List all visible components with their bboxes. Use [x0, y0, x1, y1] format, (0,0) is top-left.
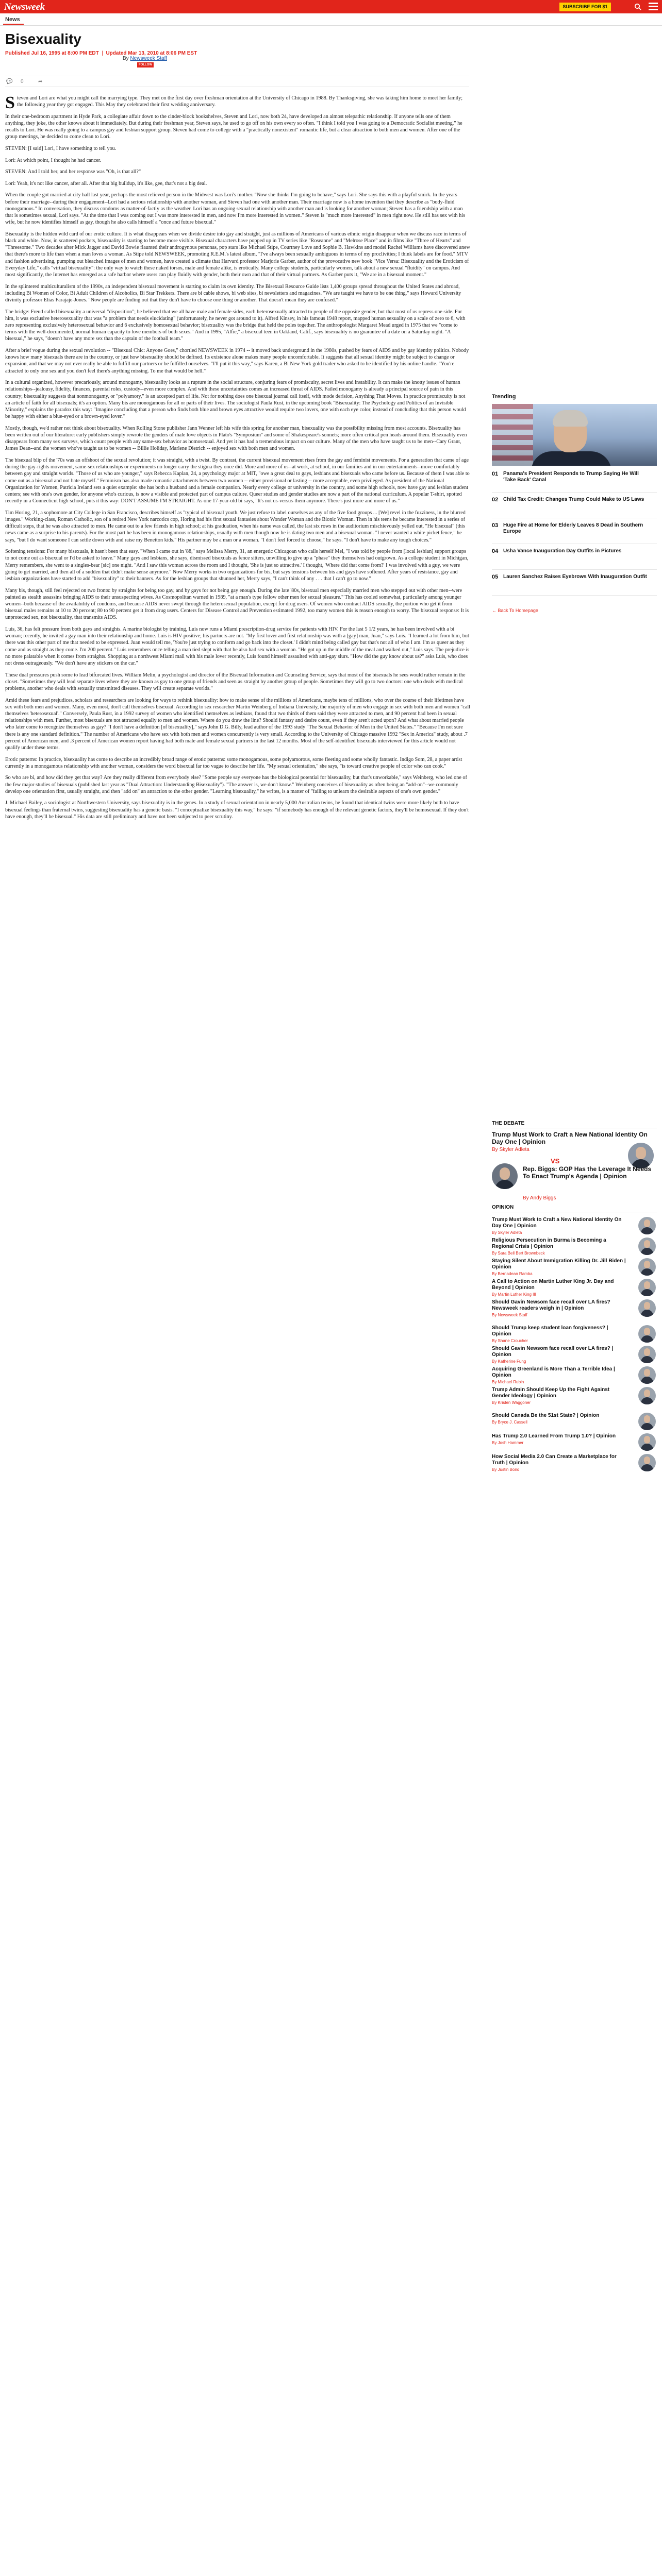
- opinion-author[interactable]: By Skyler Adleta: [492, 1230, 522, 1235]
- article-paragraph: These dual pressures push some to lead bifurcated lives. William Melin, a psychologist and director of the Bisexual Information and Counseling Service, says that most of the bisexuals he sees would rather remain in the closet. "Sometimes they will lead separate lives where they are known as gay to one group of friends and seen as straight by another group of people. Sometimes they will go to two doctors: one who deals with medical problems, another who deals with sexually transmitted diseases. They will create separate worlds.": [5, 672, 466, 692]
- article-paragraph: Luis, 36, has felt pressure from both gays and straights. A marine biologist by training, Luis now runs a Miami prescription-drug service for patients with HIV. For the last 5 1/2 years, he has been involved with a bi woman; recently, he invited a gay man into their relationship and home. Luis is HIV-positive; his partners are not. "My first lover and first relationship was with a [gay] man, Juan," says Luis. "I learned a lot from him, but there was this other part of me that needed to be expressed. Juan would tell me, 'You're just trying to conform and go back into the closet.' I didn't mind being called gay but that's not all of who I am. I'm as queer as they come and as straight as they come. I'm 200 percent." Luis remembers once telling a man tied slept with that he also had sex with a woman. "He got up in the middle of the meal and walked out," Luis says. The prejudice is no more palatable when it comes from straights. Shopping at a northwest Miami mall with his male lover recently, Luis found himself assaulted with anti-gay slurs. "How did the guy know about us?" asks Luis, who does not dress outrageously. "We don't have any stickers on the car.": [5, 626, 470, 667]
- opinion-author[interactable]: By Bernadean Ramba: [492, 1272, 533, 1276]
- avatar: [638, 1366, 656, 1384]
- byline-prefix: By: [123, 56, 129, 61]
- opinion-item[interactable]: [492, 1387, 626, 1405]
- opinion-headline[interactable]: Has Trump 2.0 Learned From Trump 1.0? | Opinion: [492, 1433, 616, 1439]
- article-paragraph: STEVEN: And I told her, and her response was "Oh, is that all?": [5, 169, 141, 175]
- opinion-headline[interactable]: Trump Admin Should Keep Up the Fight Against Gender Ideology | Opinion: [492, 1387, 610, 1399]
- section-nav: [0, 13, 662, 26]
- opinion-item[interactable]: [492, 1217, 626, 1235]
- trending-heading: Trending: [492, 394, 516, 400]
- opinion-item[interactable]: [492, 1413, 626, 1425]
- article-paragraph: In their one-bedroom apartment in Hyde Park, a collegiate affair down to the cinder-block bookshelves, Steven and Lori, now both 24, have developed an almost telepathic relationship. If anyone tells one of them anything, they joke, the other knows about it immediately. But during their freshman year, Steven says, he used to go off on his own every so often. "I think I told you I was going to a Democratic Socialist meeting," he recalls to Lori. He was really going to a campus gay and lesbian support group. Steven had come to college with a "practically nonexistent" romantic life, but a clear attraction to both men and women. After one of the group meetings, he decided to come clean to Lori.: [5, 113, 462, 140]
- opinion-headline[interactable]: Staying Silent About Immigration Killing Dr. Jill Biden | Opinion: [492, 1258, 626, 1270]
- article-paragraph: Mostly, though, we'd rather not think about bisexuality. When Rolling Stone publisher Jann Wenner left his wife this spring for another man, bisexuality was the possibility missing from most accounts. Bisexuality has been written out of our literature: early publishers simply rewrote the genders of male love objects in Plato's "Symposium" and some of Shakespeare's sonnets; more often critical pen heads around them. Bisexuality even disappears from many sex surveys, which count people with any same-sex behavior as homosexual. And yet it has had a tremendous impact on our culture. Many of the men who have taught us to be men--Cary Grant, James Dean--and the women who've taught us to be women -- Billie Holiday, Marlene Dietrich -- enjoyed sex with both men and women.: [5, 425, 467, 452]
- share-bar: [5, 76, 469, 87]
- share-icon[interactable]: ➦: [38, 79, 43, 84]
- opinion-headline[interactable]: How Social Media 2.0 Can Create a Marketplace for Truth | Opinion: [492, 1454, 617, 1466]
- trending-headline[interactable]: Lauren Sanchez Raises Eyebrows With Inauguration Outfit: [503, 574, 647, 580]
- trending-headline[interactable]: Child Tax Credit: Changes Trump Could Make to US Laws: [503, 497, 644, 502]
- avatar: [638, 1299, 656, 1317]
- opinion-author[interactable]: By Katherine Fung: [492, 1359, 526, 1364]
- opinion-item[interactable]: [492, 1346, 626, 1364]
- avatar: [492, 1163, 518, 1189]
- article-paragraph: After a brief vogue during the sexual revolution -- "Bisexual Chic: Anyone Goes," chortled NEWSWEEK in 1974 -- it moved back underground in the 1980s, pushed by fears of AIDS and by gay identity politics. Nobody knows how many bisexuals there are in the country, or just how bisexuality should be defined. Its existence alone makes many people uncomfortable. It suggests that all sexual identity might be subject to change or expansion, and that we may not ever really be able to fulfill our partners or be fulfilled ourselves. "I'll put it this way," says Karen, a Bi New York gold trader who asked to be identified by his online handle. "You're attracted to only one sex and you don't feel there's anything missing. To me that would be hell.": [5, 348, 469, 374]
- debate-headline-1[interactable]: Trump Must Work to Craft a New National Identity On Day One | Opinion: [492, 1131, 648, 1145]
- article-paragraph: So who are bi, and how did they get that way? Are they really different from everybody else? "Some people say everyone has the biological potential for bisexuality, but that's unworkable," says Weinberg, who led one of the few major studies of bisexuals (published last year as "Dual Attraction: Understanding Bisexuality"). "The answer is, we don't know." Weinberg conceives of bisexuality as often being an "add-on"--we commonly develop one orientation first, usually straight, and then "add on" an attraction to the other gender. "Learning bisexuality," he writes, is a matter of "failing to unlearn the desirable aspects of one's own gender.": [5, 775, 467, 794]
- opinion-headline[interactable]: Should Gavin Newsom face recall over LA fires? | Opinion: [492, 1346, 614, 1358]
- trending-number: 03: [492, 522, 499, 529]
- opinion-headline[interactable]: Should Trump keep student loan forgiveness? | Opinion: [492, 1325, 608, 1337]
- opinion-headline[interactable]: Should Gavin Newsom face recall over LA fires? Newsweek readers weigh in | Opinion: [492, 1299, 610, 1311]
- avatar: [638, 1258, 656, 1276]
- newsweek-logo[interactable]: Newsweek: [4, 2, 45, 12]
- debate-author-2[interactable]: By Andy Biggs: [523, 1195, 556, 1201]
- opinion-headline[interactable]: Should Canada Be the 51st State? | Opinion: [492, 1413, 600, 1418]
- avatar: [638, 1217, 656, 1234]
- trending-item[interactable]: [492, 573, 657, 596]
- search-icon[interactable]: [634, 3, 641, 10]
- article-title: Bisexuality: [5, 31, 81, 47]
- debate-author-1[interactable]: By Skyler Adleta: [492, 1147, 529, 1153]
- avatar: [628, 1143, 654, 1168]
- trending-item[interactable]: [492, 470, 657, 493]
- subscribe-button[interactable]: SUBSCRIBE FOR $1: [559, 3, 611, 11]
- opinion-author[interactable]: By Kristen Waggoner: [492, 1400, 531, 1405]
- comment-icon[interactable]: 💬: [6, 79, 13, 84]
- avatar: [638, 1325, 656, 1343]
- trending-number: 04: [492, 548, 499, 554]
- opinion-headline[interactable]: Acquiring Greenland is More Than a Terrible Idea | Opinion: [492, 1366, 615, 1378]
- follow-button[interactable]: FOLLOW: [137, 62, 154, 67]
- avatar: [638, 1279, 656, 1296]
- article-paragraph: Amid these fears and prejudices, scholars and researchers are looking for ways to rethink bisexuality: how to make sense of the millions of Americans, maybe tens of millions, who over the course of their lifetimes have sex with both men and women. Many, even most, don't call themselves bisexual. According to sex researcher Martin Weinberg of Indiana University, the majority of men who engage in sex with both men and women "call themselves 'heterosexual'." Conversely, Paula Rust, in a 1992 survey of women who identified themselves as lesbians, found that two thirds of them said they were attracted to men, and 90 percent had been in sexual relationships with men. Further, most bisexuals are not attracted equally to men and women. Where do you draw the line? Should fantasy and desire count, even if they aren't acted upon? And what about married people who later come to recognize themselves as gay? "I don't have a definition [of bisexuality]," says John D.G. Billy, lead author of the 1993 study "The Sexual Behavior of Men in the United States." "Because I'm not sure there is any one standard definition." The number of Americans who have sex with both men and women concurrently is very small. According to the University of Chicago massive 1992 "Sex in America" study, about .7 percent of American men, and .3 percent of American women report having had both male and female sexual partners in the last 12 months. Most of the self-identified bisexuals interviewed for this article would not qualify under these terms.: [5, 697, 471, 751]
- trending-headline[interactable]: Usha Vance Inauguration Day Outfits in Pictures: [503, 548, 622, 554]
- nav-news-link[interactable]: News: [5, 16, 20, 23]
- opinion-item[interactable]: [492, 1454, 626, 1472]
- avatar: [638, 1413, 656, 1430]
- trending-number: 05: [492, 574, 499, 580]
- article-body: [5, 95, 470, 825]
- author-link[interactable]: Newsweek Staff: [130, 56, 167, 61]
- opinion-item[interactable]: [492, 1258, 626, 1276]
- opinion-headline[interactable]: Trump Must Work to Craft a New National Identity On Day One | Opinion: [492, 1217, 622, 1229]
- opinion-heading: OPINION: [492, 1205, 514, 1210]
- article-paragraph: Erotic patterns: In practice, bisexuality has come to describe an incredibly broad range of erotic patterns: some monogamous, some polyamorous, some fleeting and some wholly fantastic. Indigo Som, 28, a paper artist currently in a monogamous relationship with another woman, considers the word bisexual far too vague to describe her life. "My sexual orientation," she says, "is toward creative people of color who can cook.": [5, 756, 462, 769]
- trending-lead-image[interactable]: [492, 404, 657, 466]
- opinion-item[interactable]: [492, 1238, 626, 1256]
- avatar: [638, 1433, 656, 1451]
- article-paragraph: Lori: Yeah, it's not like cancer, after all. After that big buildup, it's like, gee, that's not a big deal.: [5, 180, 207, 187]
- avatar: [638, 1238, 656, 1255]
- opinion-item[interactable]: [492, 1325, 626, 1343]
- opinion-author[interactable]: By Josh Hammer: [492, 1440, 524, 1445]
- article-paragraph: J. Michael Bailey, a sociologist at Northwestern University, says bisexuality is in the genes. In a study of sexual orientation in nearly 5,000 Australian twins, he found that identical twins were more likely both to have bisexual feelings than fraternal twins, suggesting bisexuality has a genetic basis. "I conceptualize bisexuality this way," he says: "if somebody has enough of the relevant genetic factors, they'll be homosexual. If they don't have enough, they'll be bisexual." His data are still preliminary and have not been subjected to peer scrutiny.: [5, 800, 469, 820]
- trending-number: 01: [492, 471, 499, 477]
- avatar: [638, 1346, 656, 1363]
- debate-heading: THE DEBATE: [492, 1121, 525, 1126]
- opinion-author[interactable]: By Martin Luther King III: [492, 1292, 536, 1297]
- nav-active-indicator: [3, 24, 24, 25]
- drop-cap: S: [5, 93, 15, 112]
- back-to-homepage-link[interactable]: ← Back To Homepage: [492, 608, 538, 613]
- article-paragraph: Tim Horing, 21, a sophomore at City College in San Francisco, describes himself as "typical of bisexual youth. We just refuse to label ourselves as any of the five food groups ... [We] revel in the fuzziness, in the blurred images." Working-class, Roman Catholic, son of a retired New York narcotics cop, Horing had his first sexual fantasies about Wonder Woman and the Bionic Woman. Then in his teens he became interested in a series of difficult steps, that he was also attracted to men. He came out to a few friends in high school; at his graduation, when his name was called, the last six rows in the auditorium mischievously yelled out, "He bisexual" (this news came as a surprise to his parents). For the most part he has been in monogamous relationships, usually with men though now he is dating two men and a bisexual woman. "I never wanted a white picket fence," he says, "but I do want someone I can settle down with and raise my Benetton kids." His partner may be a man or a woman. "I don't feel forced to choose," he says. "I don't have to make any tough choices.": [5, 510, 466, 543]
- avatar: [638, 1387, 656, 1404]
- opinion-headline[interactable]: A Call to Action on Martin Luther King Jr. Day and Beyond | Opinion: [492, 1279, 614, 1291]
- opinion-author[interactable]: By Bryce J. Cassell: [492, 1420, 527, 1425]
- trending-number: 02: [492, 497, 499, 503]
- opinion-item[interactable]: [492, 1279, 626, 1297]
- share-count: 0: [21, 79, 24, 84]
- opinion-headline[interactable]: Religious Persecution in Burma is Becoming a Regional Crisis | Opinion: [492, 1238, 606, 1249]
- article-paragraph: Steven and Lori are what you might call the marrying type. They met on the first day over freshman orientation at the University of Chicago in 1988. By Thanksgiving, she was taking him home to meet her family; the following year they got engaged. This May they celebrated their first wedding anniversary.: [5, 93, 463, 112]
- vs-label: VS: [551, 1157, 560, 1165]
- article-paragraph: When the couple got married at city hall last year, perhaps the most relieved person in the Midwest was Lori's mother. "Now she thinks I'm going to behave," says Lori. She says this with a playful smirk. In the years before their marriage--during their engagement--Lori had a serious relationship with another woman, and Steven had one with another man. Their marriage now is a home invention that they describe as "body-fluid monogamous." In conversation, they discuss condoms as matter-of-factly as the weather. Lori has an ongoing sexual relationship with another man and is looking for another woman; Steven has a friendship with a man that is sometimes sexual, Lori says. "At the time that I was coming out I was more interested in men, and now I'm more interested in women." Steven is "much more interested" in men right now. He still has sex with his wife, but he now identifies himself as gay, though he also calls himself a "once and future bisexual.": [5, 192, 466, 226]
- trending-item[interactable]: [492, 547, 657, 570]
- top-bar: [0, 0, 662, 13]
- opinion-author[interactable]: By Michael Rubin: [492, 1380, 524, 1384]
- article-paragraph: The bisexual blip of the '70s was an offshoot of the sexual revolution; it was straight, with a twist. By contrast, the current bisexual movement rises from the gay and feminist movements. For a generation that came of age during the gay-rights movement, same-sex relationships or experiments no longer carry the stigma they once did. More and more of us--at work, at school, in our families and in our entertainments--move comfortably between gay and straight worlds. "Those of us who are younger," says Rebecca Kaplan, 24, a psychology major at MIT, "owe a great deal to gays, lesbians and bisexuals who came before us. Because of them I was able to come out as a bisexual and not hate myself." Feminism has also made romantic attachments between two women -- either provisional or lasting -- more acceptable, even privileged. As president of the National Organization for Women, Patricia Ireland sets a quiet example: she has both a husband and a female companion. Nearly every college or university in the country, and some high schools, now have gay and lesbian student centers; see with one's own gender, for anyone who's curious, is now a visible and protected part of campus culture. Queer studies and gender studies are now a part of the national curriculum. A popular T-shirt, spotted recently in a Connecticut high school, puts it this way: DON'T ASSUME I'M STRAIGHT. As one 17-year-old bi says, "It's not us-versus-them anymore. There's just more and more of us.": [5, 457, 470, 504]
- article-paragraph: STEVEN: [I said] Lori, I have something to tell you.: [5, 146, 117, 151]
- article-paragraph: Lori: At which point, I thought he had cancer.: [5, 157, 102, 163]
- avatar: [638, 1454, 656, 1471]
- opinion-author[interactable]: By Newsweek Staff: [492, 1313, 527, 1317]
- menu-icon[interactable]: [649, 3, 658, 11]
- article-paragraph: In the splintered multiculturalism of the 1990s, an independent bisexual movement is starting to claim its own identity. The Bisexual Resource Guide lists 1,400 groups spread throughout the United States and abroad, including Bi Women of Color, Bi Adult Children of Alcoholics, Bi Star Trekkers. There are bi cable shows, bi web sites, bi newsletters and magazines. "We are taught we have to be one thing," says Howard University divinity professor Elias Farajaje-Jones. "Now people are finding out that they don't have to choose one thing or another. That doesn't mean they are confused.": [5, 283, 461, 303]
- opinion-item[interactable]: [492, 1433, 626, 1445]
- opinion-author[interactable]: By Shane Croucher: [492, 1338, 528, 1343]
- trending-headline[interactable]: Panama's President Responds to Trump Saying He Will 'Take Back' Canal: [503, 471, 639, 483]
- article-paragraph: The bridge: Freud called bisexuality a universal "disposition"; he believed that we all have male and female sides, each heterosexually attracted to people of the opposite gender, but that most of us repress one side. For him, it was exclusive heterosexuality that was "a problem that needs elucidating" (unfortunately, he never got around to it). Alfred Kinsey, in his famous 1948 report, mapped human sexuality on a scale of zero to 6, with zero representing exclusively heterosexual behavior and 6 exclusively homosexual behavior; bisexuality was the bridge that held the poles together. The anthropologist Margaret Mead urged in 1975 that we "come to terms with the well-documented, normal human capacity to love members of both sexes." And in 1995, "Alfie," a bisexual teen in Oakland, Calif., says bisexuality is no guarantee of a date on a Saturday night. "A bisexual," he says, "doesn't have any more sex than the captain of the football team.": [5, 309, 466, 342]
- published-date: Published Jul 16, 1995 at 8:00 PM EDT: [5, 50, 99, 56]
- trending-headline[interactable]: Huge Fire at Home for Elderly Leaves 8 Dead in Southern Europe: [503, 522, 643, 534]
- updated-date: Updated Mar 13, 2010 at 8:06 PM EST: [106, 50, 197, 56]
- article-dates: Published Jul 16, 1995 at 8:00 PM EDT | Updated Mar 13, 2010 at 8:06 PM EST: [5, 50, 197, 56]
- byline: [123, 56, 167, 61]
- opinion-item[interactable]: [492, 1299, 626, 1317]
- opinion-author[interactable]: By Sara Bell Bert Brownbeck: [492, 1251, 545, 1256]
- article-paragraph: Softening tensions: For many bisexuals, it hasn't been that easy. "When I came out in '88," says Melissa Merry, 31, an energetic Chicagoan who calls herself Mel, "I was told by people from [local lesbian] support groups to not come out as bisexual or I'd be asked to leave." Many gays and lesbians, she says, dismissed bisexuals as fence sitters, unwilling to give up a "phase" they themselves had outgrown. As a college student in Michigan, Merry remembers, she went to a singles-bear [sic] one night. "And I saw this woman across the room and I thought, 'She is just so attractive.' I thought, 'Where did that come from?' I was involved with a guy, we were going to get married, and then all of a sudden that didn't make sense anymore." Now Merry works in two organizations for bis, but says tensions between bis and gays have softened. After years of resistance, gay and lesbian organizations have started to add "bisexuality" to their banners. As for the lesbian groups that shunned her, Merry says, "I can't think of any . . . that I can't go to now.": [5, 549, 469, 582]
- debate-headline-2[interactable]: Rep. Biggs: GOP Has the Leverage It Needs To Enact Trump's Agenda | Opinion: [523, 1165, 652, 1180]
- article-paragraph: Many bis, though, still feel rejected on two fronts: by straights for being too gay, and by gays for not being gay enough. During the late '80s, bisexual men especially married men who stepped out with other men--were painted as stealth assassins bringing AIDS to their unsuspecting wives. As Cosmopolitan warned in 1989, "at a man's type follow other men for sexual pleasure." This has cooled somewhat, particularly among younger women--both because of the availability of condoms, and because AIDS never swept through the heterosexual population, except for drug users. Of women who contract AIDS sexually, the portion who get it from bisexual males remains at 10 to 20 percent; 80 to 90 percent get it from drug users. Centers for Disease Control and Prevention estimated 1992, too many women this is reason enough to worry. The bisexual response: It is unprotected sex, not bisexuality, that transmits AIDS.: [5, 587, 469, 621]
- opinion-item[interactable]: [492, 1366, 626, 1384]
- article-paragraph: Bisexuality is the hidden wild card of our erotic culture. It is what disappears when we divide desire into gay and straight, just as millions of Americans of various ethnic origin disappear when we discuss race in terms of black and white. Now, in scattered pockets, bisexuality is starting to become more visible. Bisexual characters have popped up in TV series like "Roseanne" and "Melrose Place" and in films like "Three of Hearts" and "Threesome." Two decades after Mick Jagger and David Bowie flaunted their androgynous personas, pop stars like Michael Stipe, Courtney Love and Sophie B. Hawkins and model Rachel Williams have discovered anew that there's more to life than when a man loves a woman. As Stipe told NEWSWEEK, promoting R.E.M.'s latest album, "I've always been sexually ambiguous in terms of my proclivities; I think labels are for food." MTV and fashion advertising, pumping out bleached images of men and women, have created a climate that Harvard professor Marjorie Garber, author of the provocative new book "Vice Versa: Bisexuality and the Eroticism of Everyday Life," calls "virtual bisexuality": the only way to watch these naked torsos, male and female alike, is erotically. Many college students, particularly women, talk about a new sexual "fluidity" on campus. And most significantly, the Internet has emerged as a safe harbor where users can play fluidly with gender, both their own and that of their virtual partners. As Garber puts it, "We are in a bisexual moment.": [5, 231, 470, 278]
- trending-item[interactable]: [492, 521, 657, 544]
- opinion-author[interactable]: By Justin Bond: [492, 1467, 520, 1472]
- article-paragraph: In a cultural organized, however precariously, around monogamy, bisexuality looks as a rupture in the social structure, conjuring fears of promiscuity, secret lives and instability. It can make the knotty issues of human relationships--jealousy, fidelity, finances, parental roles, custody--even more complex. And with these uncertainties comes an increased threat of AIDS. Failed monogamy is already a principal source of pain in this country; bisexuality suggests that nonmonogamy, or "polyamory," is an accepted part of life. Not for nothing does one bisexual journal call itself, with mode derision, Anything That Moves. In practice promiscuity is not an article of faith for all bisexuals; it's an option. Many bis are monogamous for all or parts of their lives. The sociologist Paula Rust, in the upcoming book "Bisexuality: The Psychology and Politics of an Invisible Minority," explains the paradox this way: "Imagine concluding that a person who finds both blue and brown eyes attractive would require two lovers, one with each eye color, instead of concluding that this person would be happy with either a blue-eyed or a brown-eyed lover.": [5, 380, 466, 420]
- trending-item[interactable]: [492, 496, 657, 518]
